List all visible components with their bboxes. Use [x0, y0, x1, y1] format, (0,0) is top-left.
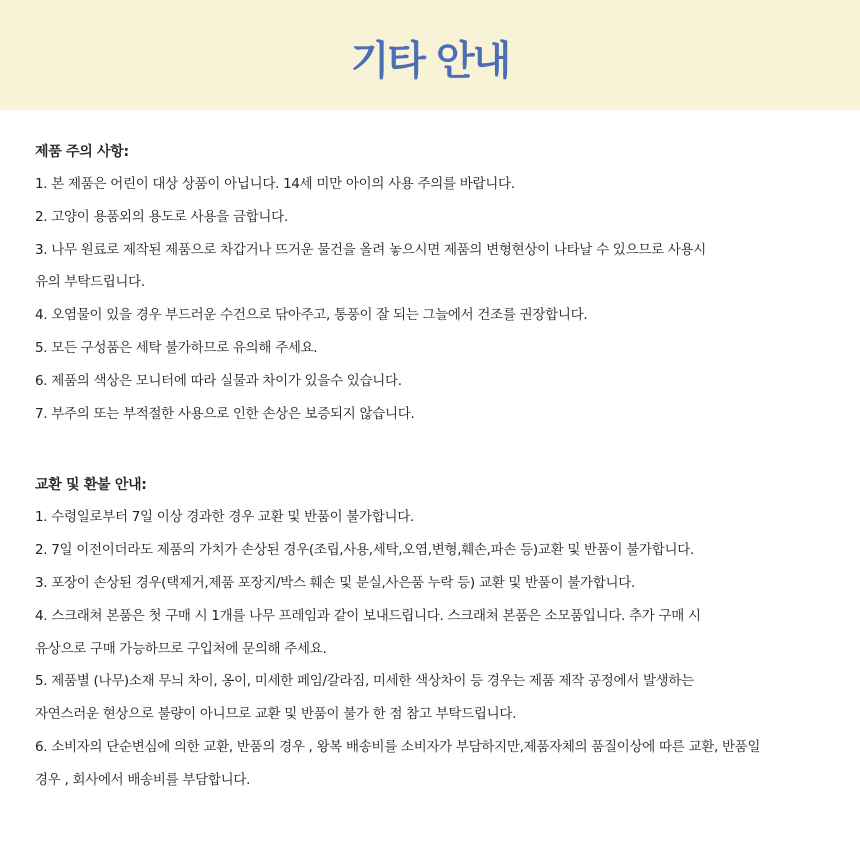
caution-line: 유의 부탁드립니다.	[35, 274, 145, 291]
exchange-line: 3. 포장이 손상된 경우(택제거,제품 포장지/박스 훼손 및 분실,사은품 누락 등) 교환 및 반품이 불가합니다.	[35, 574, 635, 591]
caution-line: 1. 본 제품은 어린이 대상 상품이 아닙니다. 14세 미만 아이의 사용 주의를 바랍니다.	[35, 176, 515, 192]
header-banner	[0, 0, 860, 110]
exchange-line: 경우 , 회사에서 배송비를 부담합니다.	[35, 771, 251, 788]
exchange-line: 6. 소비자의 단순변심에 의한 교환, 반품의 경우 , 왕복 배송비를 소비자가 부담하지만,제품자체의 품질이상에 따른 교환, 반품일	[35, 738, 761, 755]
exchange-line: 2. 7일 이전이더라도 제품의 가치가 손상된 경우(조립,사용,세탁,오염,변형,훼손,파손 등)교환 및 반품이 불가합니다.	[35, 542, 694, 559]
caution-section	[35, 142, 835, 424]
caution-line: 3. 나무 원료로 제작된 제품으로 차갑거나 뜨거운 물건을 올려 놓으시면 제품의 변형현상이 나타날 수 있으므로 사용시	[35, 241, 706, 258]
exchange-title: 교환 및 환불 안내:	[35, 477, 147, 494]
caution-line: 7. 부주의 또는 부적절한 사용으로 인한 손상은 보증되지 않습니다.	[35, 405, 415, 422]
exchange-line: 4. 스크래쳐 본품은 첫 구매 시 1개를 나무 프레임과 같이 보내드립니다. 스크래쳐 본품은 소모품입니다. 추가 구매 시	[35, 607, 701, 624]
exchange-section	[35, 475, 835, 789]
caution-line: 5. 모든 구성품은 세탁 불가하므로 유의해 주세요.	[35, 339, 318, 356]
notice-content	[35, 142, 835, 803]
exchange-line: 1. 수령일로부터 7일 이상 경과한 경우 교환 및 반품이 불가합니다.	[35, 509, 415, 526]
page-title: 기타 안내	[350, 37, 510, 84]
caution-title: 제품 주의 사항:	[35, 144, 129, 160]
caution-line: 2. 고양이 용품외의 용도로 사용을 금합니다.	[35, 208, 288, 225]
exchange-line: 자연스러운 현상으로 불량이 아니므로 교환 및 반품이 불가 한 점 참고 부탁드립니다.	[35, 706, 517, 723]
caution-line: 4. 오염물이 있을 경우 부드러운 수건으로 닦아주고, 통풍이 잘 되는 그늘에서 건조를 권장합니다.	[35, 307, 588, 324]
exchange-line: 유상으로 구매 가능하므로 구입처에 문의해 주세요.	[35, 640, 327, 657]
exchange-line: 5. 제품별 (나무)소재 무늬 차이, 옹이, 미세한 페임/갈라짐, 미세한 색상차이 등 경우는 제품 제작 공정에서 발생하는	[35, 673, 694, 690]
section-spacer	[35, 436, 835, 475]
caution-line: 6. 제품의 색상은 모니터에 따라 실물과 차이가 있을수 있습니다.	[35, 372, 402, 389]
